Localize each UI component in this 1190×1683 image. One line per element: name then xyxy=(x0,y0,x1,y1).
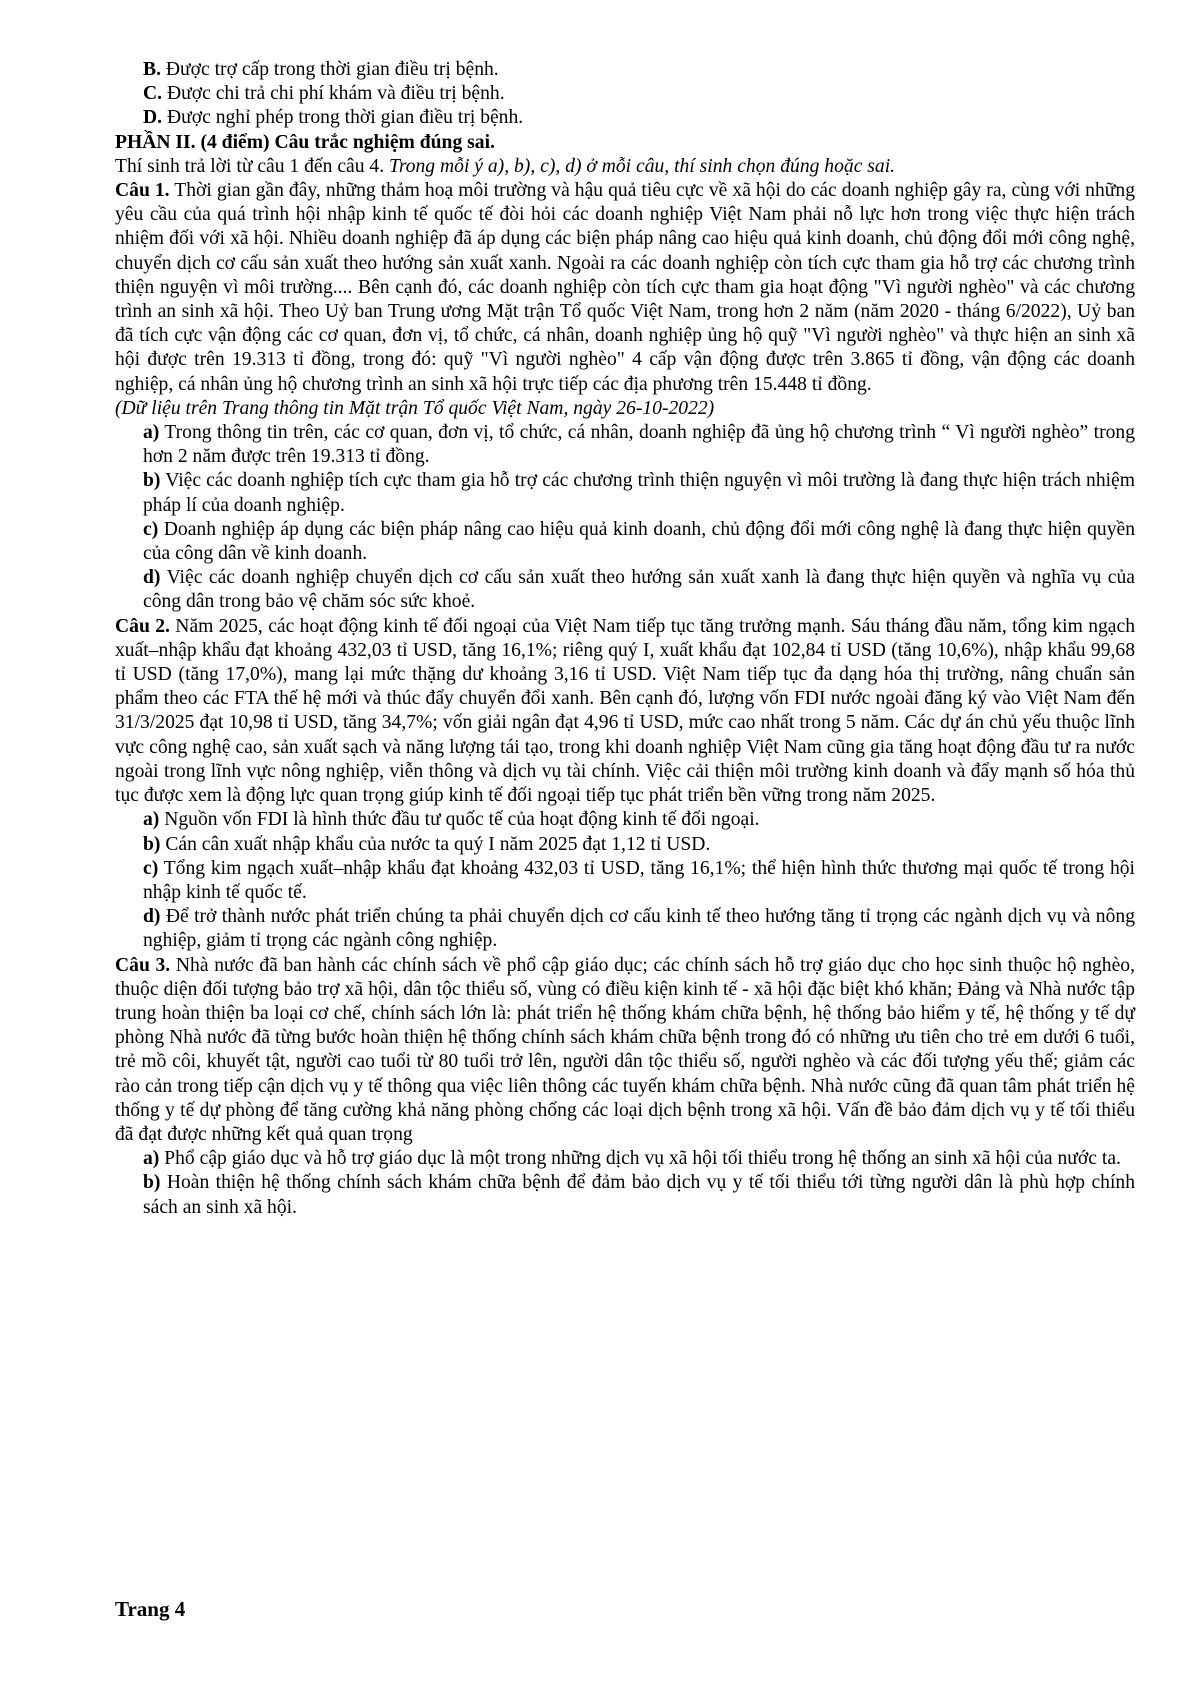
exam-page xyxy=(115,58,1135,1220)
question-1-source: (Dữ liệu trên Trang thông tin Mặt trận Tổ quốc Việt Nam, ngày 26-10-2022) xyxy=(115,397,715,419)
q2-item-c: c) Tổng kim ngạch xuất–nhập khẩu đạt khoảng 432,03 tỉ USD, tăng 16,1%; thể hiện hình thức thương mại quốc tế trong hội nhập kinh tế quốc tế. xyxy=(143,857,1135,903)
q2-item-a: a) Nguồn vốn FDI là hình thức đầu tư quốc tế của hoạt động kinh tế đối ngoại. xyxy=(143,809,760,831)
part2-instruction: Thí sinh trả lời từ câu 1 đến câu 4. Trong mỗi ý a), b), c), d) ở mỗi câu, thí sinh chọn đúng hoặc sai. xyxy=(115,155,896,177)
q3-item-b: b) Hoàn thiện hệ thống chính sách khám chữa bệnh để đảm bảo dịch vụ y tế tối thiểu tới từng người dân là phù hợp chính sách an sinh xã hội. xyxy=(143,1172,1135,1218)
question-2: Câu 2. Năm 2025, các hoạt động kinh tế đối ngoại của Việt Nam tiếp tục tăng trưởng mạnh. Sáu tháng đầu năm, tổng kim ngạch xuất–nhập khẩu đạt khoảng 432,03 tỉ USD, tăng 16,1%; riêng quý I, xuất khẩu đạt 102,84 tỉ USD (tăng 10,6%), nhập khẩu 99,68 tỉ USD (tăng 17,0%), mang lại mức thặng dư khoảng 3,16 tỉ USD. Việt Nam tiếp tục đa dạng hóa thị trường, nâng chuẩn sản phẩm theo các FTA thế hệ mới và thúc đẩy chuyển đổi xanh. Bên cạnh đó, lượng vốn FDI nước ngoài đăng ký vào Việt Nam đến 31/3/2025 đạt 10,98 tỉ USD, tăng 34,7%; vốn giải ngân đạt 4,96 tỉ USD, mức cao nhất trong 5 năm. Các dự án chủ yếu thuộc lĩnh vực công nghệ cao, sản xuất sạch và năng lượng tái tạo, trong khi doanh nghiệp Việt Nam cũng gia tăng hoạt động đầu tư ra nước ngoài trong lĩnh vực nông nghiệp, viễn thông và dịch vụ tài chính. Việc cải thiện môi trường kinh doanh và đẩy mạnh số hóa thủ tục được xem là động lực quan trọng giúp kinh tế đối ngoại tiếp tục phát triển bền vững trong năm 2025. xyxy=(115,615,1135,807)
page-number: Trang 4 xyxy=(115,1597,186,1621)
q1-item-a: a) Trong thông tin trên, các cơ quan, đơn vị, tổ chức, cá nhân, doanh nghiệp đã ủng hộ chương trình “ Vì người nghèo” trong hơn 2 năm được trên 19.313 tỉ đồng. xyxy=(143,422,1135,468)
q3-item-a: a) Phổ cập giáo dục và hỗ trợ giáo dục là một trong những dịch vụ xã hội tối thiểu trong hệ thống an sinh xã hội của nước ta. xyxy=(143,1148,1121,1170)
q1-item-b: b) Việc các doanh nghiệp tích cực tham gia hỗ trợ các chương trình thiện nguyện vì môi trường là đang thực hiện trách nhiệm pháp lí của doanh nghiệp. xyxy=(143,470,1135,516)
q1-item-c: c) Doanh nghiệp áp dụng các biện pháp nâng cao hiệu quả kinh doanh, chủ động đổi mới công nghệ là đang thực hiện quyền của công dân về kinh doanh. xyxy=(143,518,1135,565)
question-1: Câu 1. Thời gian gần đây, những thảm hoạ môi trường và hậu quả tiêu cực về xã hội do các doanh nghiệp gây ra, cùng với những yêu cầu của quá trình hội nhập kinh tế quốc tế đòi hỏi các doanh nghiệp Việt Nam phải nỗ lực hơn trong việc thực hiện trách nhiệm đối với xã hội. Nhiều doanh nghiệp đã áp dụng các biện pháp nâng cao hiệu quả kinh doanh, chủ động đổi mới công nghệ, chuyển dịch cơ cấu sản xuất theo hướng sản xuất xanh. Ngoài ra các doanh nghiệp còn tích cực tham gia hỗ trợ các chương trình thiện nguyện vì môi trường.... Bên cạnh đó, các doanh nghiệp còn tích cực tham gia hoạt động "Vì người nghèo" và các chương trình an sinh xã hội. Theo Uỷ ban Trung ương Mặt trận Tổ quốc Việt Nam, trong hơn 2 năm (năm 2020 - tháng 6/2022), Uỷ ban đã tích cực vận động các cơ quan, đơn vị, tổ chức, cá nhân, doanh nghiệp ủng hộ quỹ "Vì người nghèo" và thực hiện an sinh xã hội được trên 19.313 tỉ đồng, trong đó: quỹ "Vì người nghèo" 4 cấp vận động được trên 3.865 tỉ đồng, vận động các doanh nghiệp, cá nhân ủng hộ chương trình an sinh xã hội trực tiếp các địa phương trên 15.448 tỉ đồng. xyxy=(115,180,1135,395)
part2-heading: PHẦN II. (4 điểm) Câu trắc nghiệm đúng sai. xyxy=(115,131,495,153)
option-d: D. Được nghỉ phép trong thời gian điều trị bệnh. xyxy=(143,107,524,129)
option-c: C. Được chi trả chi phí khám và điều trị bệnh. xyxy=(143,83,505,105)
option-b: B. Được trợ cấp trong thời gian điều trị bệnh. xyxy=(143,59,499,80)
q1-item-d: d) Việc các doanh nghiệp chuyển dịch cơ cấu sản xuất theo hướng sản xuất xanh là đang thực hiện quyền và nghĩa vụ của công dân trong bảo vệ chăm sóc sức khoẻ. xyxy=(143,567,1135,613)
q2-item-d: d) Để trở thành nước phát triển chúng ta phải chuyển dịch cơ cấu kinh tế theo hướng tăng tỉ trọng các ngành dịch vụ và nông nghiệp, giảm tỉ trọng các ngành công nghiệp. xyxy=(143,906,1135,952)
q2-item-b: b) Cán cân xuất nhập khẩu của nước ta quý I năm 2025 đạt 1,12 tỉ USD. xyxy=(143,833,711,855)
question-3: Câu 3. Nhà nước đã ban hành các chính sách về phổ cập giáo dục; các chính sách hỗ trợ giáo dục cho học sinh thuộc hộ nghèo, thuộc diện đối tượng bảo trợ xã hội, dân tộc thiểu số, vùng có điều kiện kinh tế - xã hội đặc biệt khó khăn; Đảng và Nhà nước tập trung hoàn thiện ba loại cơ chế, chính sách lớn là: phát triển hệ thống khám chữa bệnh, hệ thống bảo hiểm y tế, hệ thống y tế dự phòng Nhà nước đã từng bước hoàn thiện hệ thống chính sách khám chữa bệnh trong đó có những ưu tiên cho trẻ em dưới 6 tuổi, trẻ mồ côi, khuyết tật, người cao tuổi từ 80 tuổi trở lên, người dân tộc thiểu số, người nghèo và các đối tượng yếu thế; giảm các rào cản trong tiếp cận dịch vụ y tế thông qua việc liên thông các tuyến khám chữa bệnh. Nhà nước cũng đã quan tâm phát triển hệ thống y tế dự phòng để tăng cường khả năng phòng chống các loại dịch bệnh trong xã hội. Vấn đề bảo đảm dịch vụ y tế tối thiểu đã đạt được những kết quả quan trọng xyxy=(115,954,1135,1145)
